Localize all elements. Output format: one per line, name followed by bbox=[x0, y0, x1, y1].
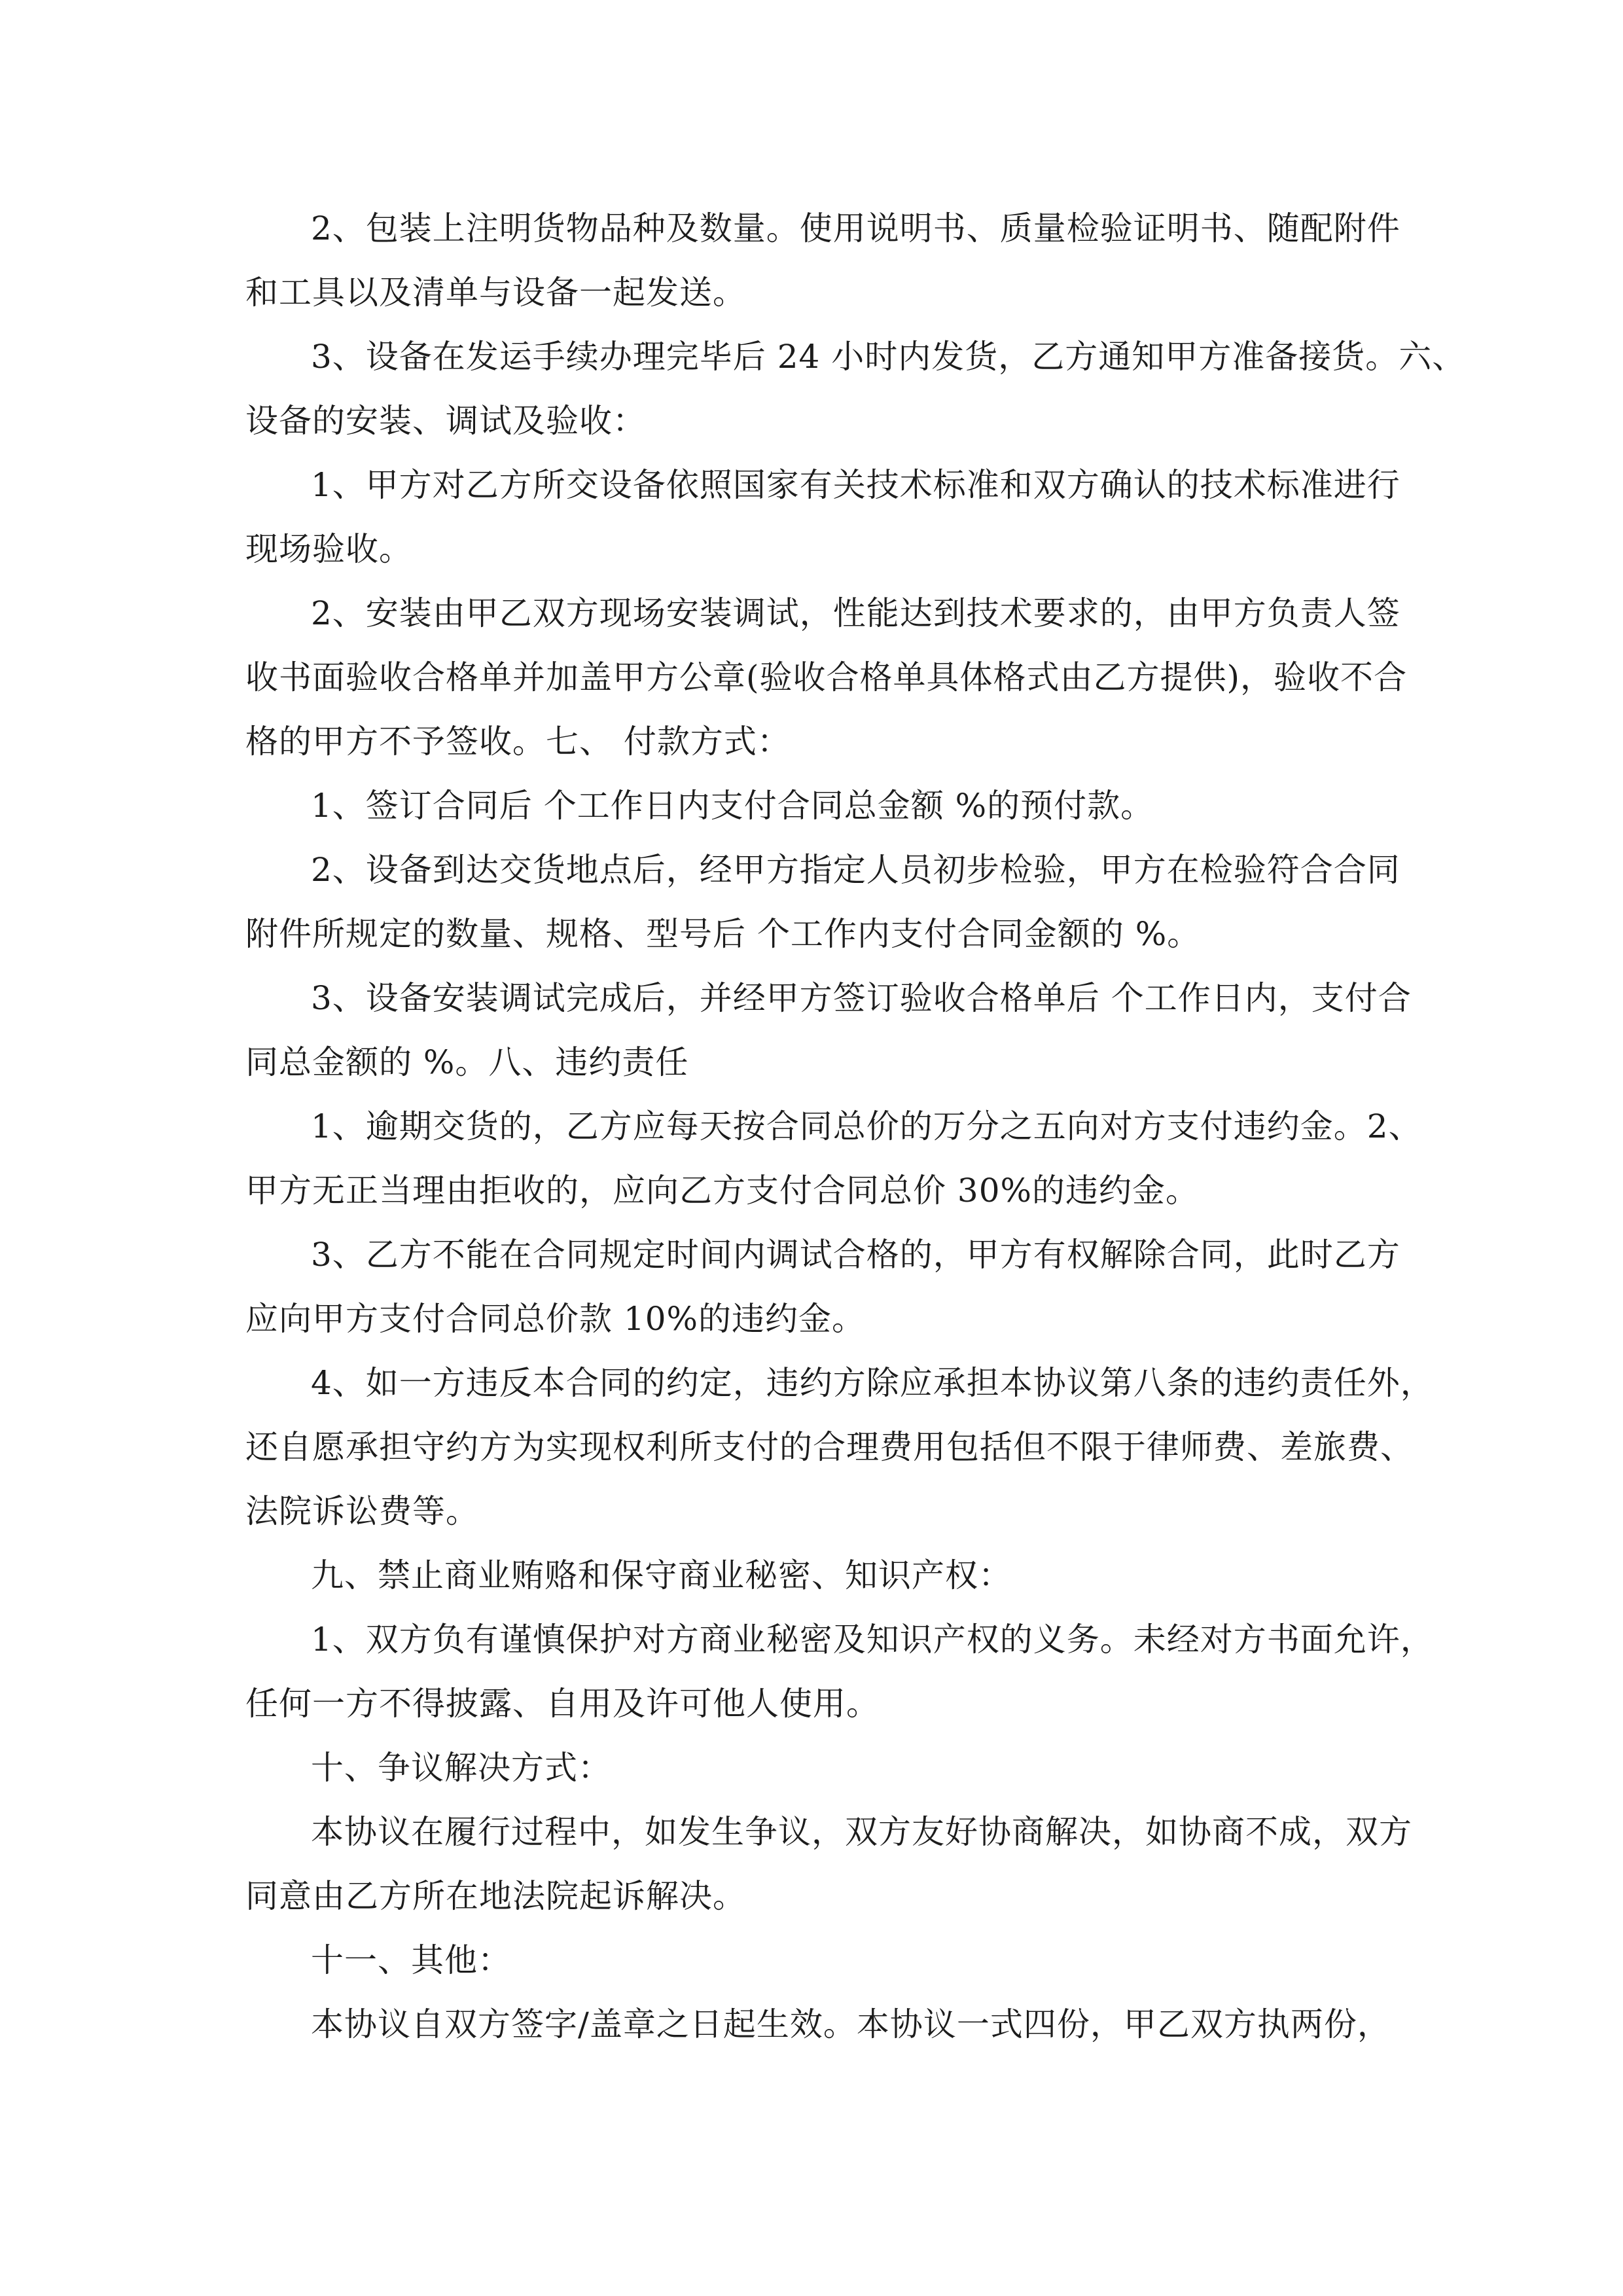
contract-line: 法院诉讼费等。 bbox=[245, 1492, 479, 1530]
contract-line: 2、安装由甲乙双方现场安装调试，性能达到技术要求的，由甲方负责人签 bbox=[311, 594, 1400, 632]
contract-line: 和工具以及清单与设备一起发送。 bbox=[245, 274, 746, 312]
contract-line: 甲方无正当理由拒收的，应向乙方支付合同总价 30%的违约金。 bbox=[245, 1172, 1200, 1210]
contract-line: 2、包装上注明货物品种及数量。使用说明书、质量检验证明书、随配附件 bbox=[311, 209, 1400, 247]
contract-line: 1、签订合同后 个工作日内支付合同总金额 %的预付款。 bbox=[311, 787, 1154, 825]
contract-line: 1、甲方对乙方所交设备依照国家有关技术标准和双方确认的技术标准进行 bbox=[311, 466, 1400, 504]
contract-line: 3、设备安装调试完成后，并经甲方签订验收合格单后 个工作日内，支付合 bbox=[311, 979, 1412, 1017]
contract-line: 3、设备在发运手续办理完毕后 24 小时内发货，乙方通知甲方准备接货。六、 bbox=[311, 338, 1466, 376]
contract-line: 同总金额的 %。八、违约责任 bbox=[245, 1043, 689, 1081]
contract-line: 还自愿承担守约方为实现权利所支付的合理费用包括但不限于律师费、差旅费、 bbox=[245, 1428, 1414, 1466]
contract-line: 设备的安装、调试及验收： bbox=[245, 402, 646, 440]
contract-line: 1、逾期交货的，乙方应每天按合同总价的万分之五向对方支付违约金。2、 bbox=[311, 1107, 1422, 1145]
contract-line: 同意由乙方所在地法院起诉解决。 bbox=[245, 1877, 746, 1915]
contract-body bbox=[245, 196, 1466, 2056]
contract-line: 应向甲方支付合同总价款 10%的违约金。 bbox=[245, 1300, 866, 1338]
contract-line: 收书面验收合格单并加盖甲方公章(验收合格单具体格式由乙方提供)，验收不合 bbox=[245, 658, 1408, 696]
contract-line: 本协议自双方签字/盖章之日起生效。本协议一式四份，甲乙双方执两份， bbox=[311, 2005, 1391, 2043]
section-heading: 十一、其他： bbox=[311, 1941, 511, 1979]
contract-line: 附件所规定的数量、规格、型号后 个工作内支付合同金额的 %。 bbox=[245, 915, 1201, 953]
contract-line: 2、设备到达交货地点后，经甲方指定人员初步检验，甲方在检验符合合同 bbox=[311, 851, 1400, 889]
contract-line: 3、乙方不能在合同规定时间内调试合格的，甲方有权解除合同，此时乙方 bbox=[311, 1236, 1400, 1274]
contract-line: 任何一方不得披露、自用及许可他人使用。 bbox=[245, 1685, 880, 1723]
contract-line: 4、如一方违反本合同的约定，违约方除应承担本协议第八条的违约责任外， bbox=[311, 1364, 1434, 1402]
contract-line: 1、双方负有谨慎保护对方商业秘密及知识产权的义务。未经对方书面允许， bbox=[311, 1621, 1434, 1659]
section-heading: 十、争议解决方式： bbox=[311, 1749, 611, 1787]
contract-line: 格的甲方不予签收。七、 付款方式： bbox=[245, 723, 791, 761]
contract-line: 现场验收。 bbox=[245, 530, 412, 568]
contract-line: 本协议在履行过程中，如发生争议，双方友好协商解决，如协商不成，双方 bbox=[311, 1813, 1412, 1851]
section-heading: 九、禁止商业贿赂和保守商业秘密、知识产权： bbox=[311, 1556, 1012, 1594]
